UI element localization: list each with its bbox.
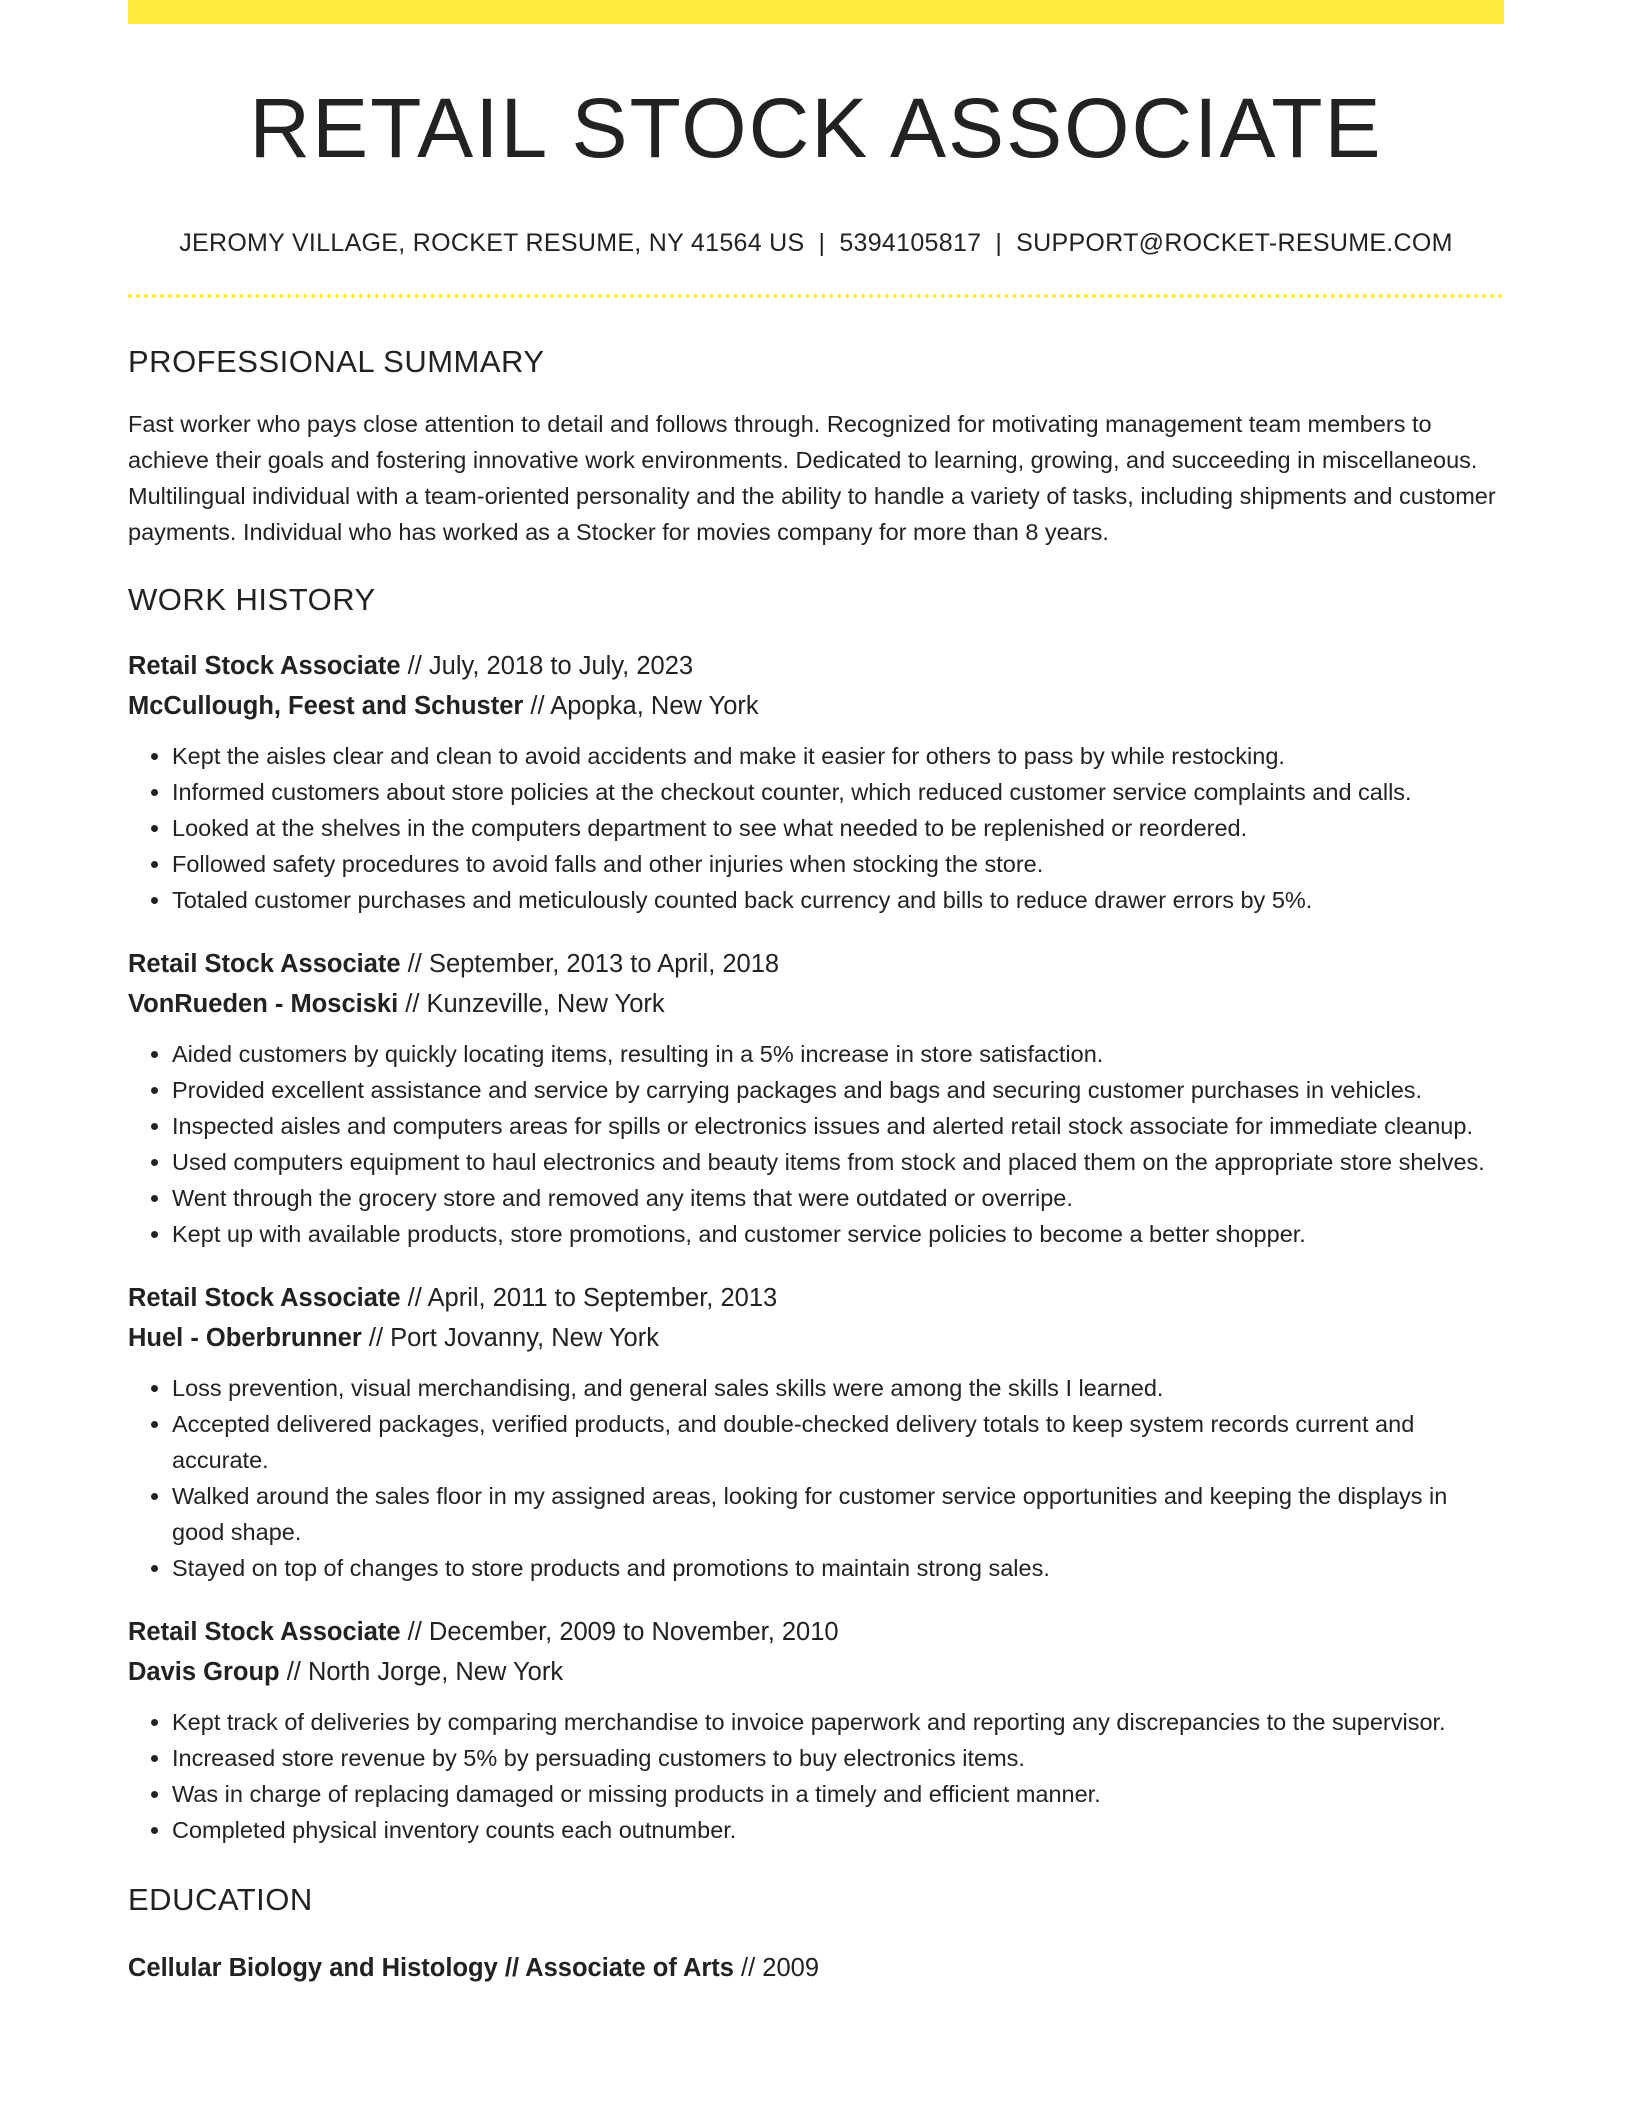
job-bullet: • Aided customers by quickly locating items, resulting in a 5% increase in store satisfaction. (172, 1036, 1504, 1072)
education-entry (128, 1948, 1504, 1988)
job-bullet: • Walked around the sales floor in my assigned areas, looking for customer service opportunities and keeping the displays in good shape. (172, 1478, 1504, 1550)
dotted-divider (128, 294, 1504, 298)
job-bullet: • Kept up with available products, store promotions, and customer service policies to become a better shopper. (172, 1216, 1504, 1252)
job-bullets (128, 1036, 1504, 1252)
job-role-line (128, 1278, 1504, 1318)
job-bullet: • Increased store revenue by 5% by persuading customers to buy electronics items. (172, 1740, 1504, 1776)
contact-email: SUPPORT@ROCKET-RESUME.COM (1016, 229, 1453, 258)
job-company: Davis Group (128, 1658, 280, 1687)
job-bullet: • Loss prevention, visual merchandising, and general sales skills were among the skills I learned. (172, 1370, 1504, 1406)
job-bullets (128, 1370, 1504, 1586)
job-entry (128, 944, 1504, 1252)
job-bullet: • Inspected aisles and computers areas for spills or electronics issues and alerted retail stock associate for immediate cleanup. (172, 1108, 1504, 1144)
job-company-line (128, 984, 1504, 1024)
job-bullet: • Provided excellent assistance and service by carrying packages and bags and securing customer purchases in vehicles. (172, 1072, 1504, 1108)
accent-top-bar (128, 0, 1504, 24)
job-company: McCullough, Feest and Schuster (128, 692, 524, 721)
job-location: // Port Jovanny, New York (361, 1324, 659, 1353)
job-bullet: • Completed physical inventory counts each outnumber. (172, 1812, 1504, 1848)
job-bullet: • Was in charge of replacing damaged or missing products in a timely and efficient manner. (172, 1776, 1504, 1812)
job-bullets (128, 1704, 1504, 1848)
resume-title: RETAIL STOCK ASSOCIATE (249, 81, 1383, 175)
job-entry (128, 1278, 1504, 1586)
job-bullet: • Totaled customer purchases and meticulously counted back currency and bills to reduce drawer errors by 5%. (172, 882, 1504, 918)
job-dates: // September, 2013 to April, 2018 (400, 950, 780, 979)
job-company-line (128, 1652, 1504, 1692)
job-entry (128, 1612, 1504, 1848)
job-location: // Apopka, New York (523, 692, 759, 721)
job-role: Retail Stock Associate (128, 652, 401, 681)
job-bullet: • Went through the grocery store and removed any items that were outdated or overripe. (172, 1180, 1504, 1216)
job-bullets (128, 738, 1504, 918)
summary-heading: PROFESSIONAL SUMMARY (128, 344, 545, 380)
job-company: VonRueden - Mosciski (128, 990, 399, 1019)
education-year: // 2009 (733, 1954, 820, 1983)
job-role: Retail Stock Associate (128, 1284, 401, 1313)
education-degree: Cellular Biology and Histology // Associate of Arts (128, 1954, 734, 1983)
job-role-line (128, 1612, 1504, 1652)
contact-separator: | (818, 229, 826, 258)
job-bullet: • Followed safety procedures to avoid falls and other injuries when stocking the store. (172, 846, 1504, 882)
education-heading: EDUCATION (128, 1882, 313, 1918)
job-role: Retail Stock Associate (128, 1618, 401, 1647)
contact-line (128, 228, 1504, 258)
job-location: // Kunzeville, New York (398, 990, 665, 1019)
job-role-line (128, 646, 1504, 686)
job-bullet: • Informed customers about store policies at the checkout counter, which reduced customer service complaints and calls. (172, 774, 1504, 810)
job-bullet: • Accepted delivered packages, verified products, and double-checked delivery totals to keep system records current and accurate. (172, 1406, 1504, 1478)
job-bullet: • Looked at the shelves in the computers department to see what needed to be replenished or reordered. (172, 810, 1504, 846)
resume-page (128, 0, 1504, 1988)
job-bullet: • Kept the aisles clear and clean to avoid accidents and make it easier for others to pass by while restocking. (172, 738, 1504, 774)
contact-address: JEROMY VILLAGE, ROCKET RESUME, NY 41564 US (179, 229, 805, 258)
contact-phone: 5394105817 (839, 229, 982, 258)
job-dates: // December, 2009 to November, 2010 (400, 1618, 839, 1647)
job-location: // North Jorge, New York (279, 1658, 564, 1687)
job-company-line (128, 686, 1504, 726)
summary-text: Fast worker who pays close attention to detail and follows through. Recognized for motivating management team members to achieve their goals and fostering innovative work environments. Dedicated to learning, growing, and succeeding in miscellaneous. Multilingual individual with a team-oriented personality and the ability to handle a variety of tasks, including shipments and customer payments. Individual who has worked as a Stocker for movies company for more than 8 years. (128, 411, 1496, 546)
job-bullet: • Kept track of deliveries by comparing merchandise to invoice paperwork and reporting any discrepancies to the supervisor. (172, 1704, 1504, 1740)
job-role-line (128, 944, 1504, 984)
work-history-heading: WORK HISTORY (128, 582, 376, 618)
job-bullet: • Stayed on top of changes to store products and promotions to maintain strong sales. (172, 1550, 1504, 1586)
job-role: Retail Stock Associate (128, 950, 401, 979)
job-company-line (128, 1318, 1504, 1358)
job-entry (128, 646, 1504, 918)
job-company: Huel - Oberbrunner (128, 1324, 362, 1353)
job-dates: // April, 2011 to September, 2013 (400, 1284, 778, 1313)
job-bullet: • Used computers equipment to haul electronics and beauty items from stock and placed them on the appropriate store shelves. (172, 1144, 1504, 1180)
job-dates: // July, 2018 to July, 2023 (400, 652, 694, 681)
contact-separator: | (995, 229, 1003, 258)
